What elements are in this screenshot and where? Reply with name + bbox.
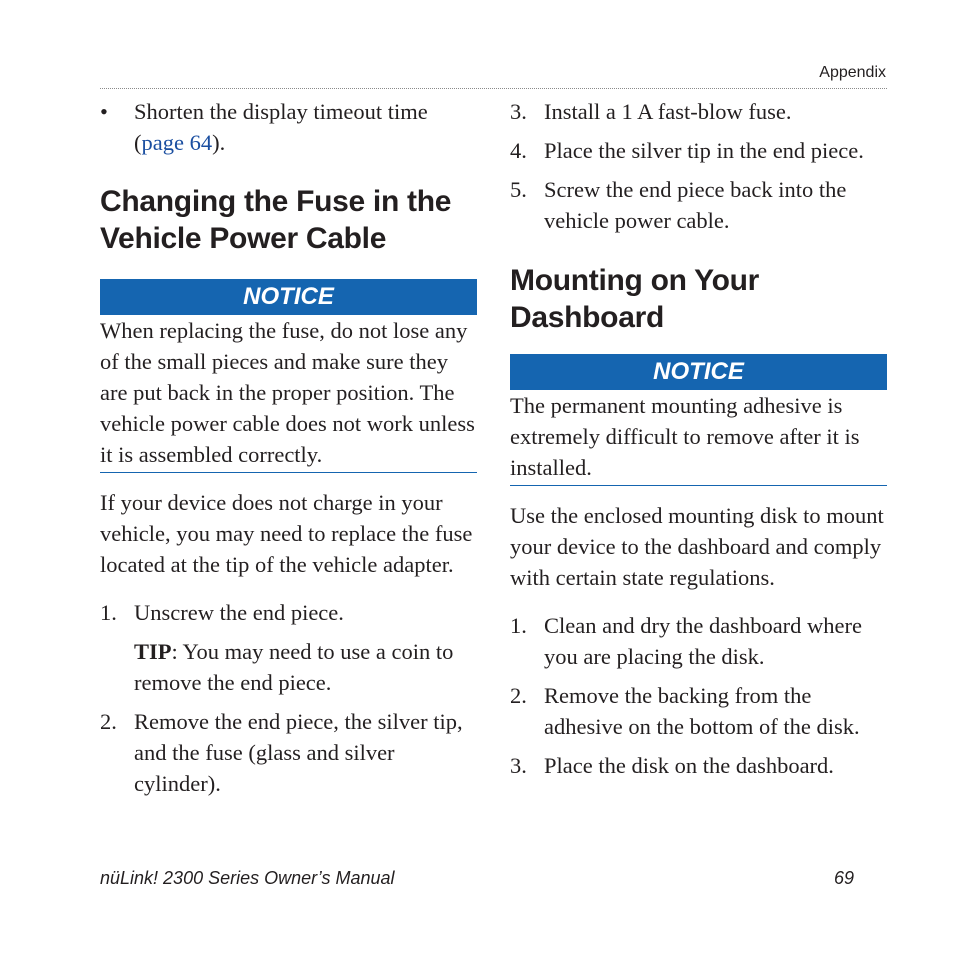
step-number: 1.: [510, 613, 527, 638]
notice-box: [100, 279, 477, 473]
step-number: 2.: [100, 709, 117, 734]
step-number: 2.: [510, 683, 527, 708]
left-column: [100, 96, 477, 799]
list-item: [100, 597, 477, 628]
tip-note: [100, 636, 477, 698]
right-column: [510, 96, 887, 781]
step-text: Remove the end piece, the silver tip, and the fuse (glass and silver cylinder).: [134, 709, 463, 796]
step-text: Screw the end piece back into the vehicle power cable.: [544, 177, 847, 233]
step-text: Unscrew the end piece.: [134, 600, 344, 625]
step-text: Place the disk on the dashboard.: [544, 753, 834, 778]
step-number: 3.: [510, 99, 527, 124]
list-item: [510, 96, 887, 127]
step-text: Install a 1 A fast-blow fuse.: [544, 99, 792, 124]
step-text: Place the silver tip in the end piece.: [544, 138, 864, 163]
notice-text: When replacing the fuse, do not lose any of the small pieces and make sure they are put back in the proper position. The vehicle power cable does not work unless it is assembled correctly.: [100, 315, 477, 473]
header-divider: [100, 88, 887, 89]
step-text: Remove the backing from the adhesive on the bottom of the disk.: [544, 683, 860, 739]
list-item: [510, 610, 887, 672]
list-item: [510, 680, 887, 742]
list-item: [100, 706, 477, 799]
paren-open: (: [134, 130, 142, 155]
step-text: Clean and dry the dashboard where you are placing the disk.: [544, 613, 863, 669]
list-item: [510, 750, 887, 781]
step-number: 5.: [510, 177, 527, 202]
list-item: [510, 135, 887, 166]
page-number: 69: [833, 868, 854, 888]
notice-box: [510, 354, 887, 486]
intro-paragraph: If your device does not charge in your vehicle, you may need to replace the fuse located at the tip of the vehicle adapter.: [100, 490, 473, 577]
bullet-item: [100, 96, 477, 158]
tip-label: TIP: [134, 639, 172, 664]
notice-text: The permanent mounting adhesive is extremely difficult to remove after it is installed.: [510, 390, 887, 486]
notice-label: NOTICE: [510, 354, 887, 390]
tip-text: : You may need to use a coin to remove the end piece.: [134, 639, 454, 695]
intro-paragraph: Use the enclosed mounting disk to mount your device to the dashboard and comply with certain state regulations.: [510, 503, 884, 590]
list-item: [510, 174, 887, 236]
bullet-mark: •: [100, 99, 108, 124]
section-heading-fuse: Changing the Fuse in the Vehicle Power Cable: [100, 185, 452, 255]
paren-close: ).: [212, 130, 226, 155]
step-number: 3.: [510, 753, 527, 778]
section-heading-dashboard: Mounting on Your Dashboard: [510, 264, 760, 334]
bullet-text: Shorten the display timeout time: [134, 99, 428, 124]
section-label: Appendix: [819, 64, 886, 81]
notice-label: NOTICE: [100, 279, 477, 315]
step-number: 4.: [510, 138, 527, 163]
page-link[interactable]: page 64: [141, 130, 213, 155]
manual-title: nüLink! 2300 Series Owner’s Manual: [100, 868, 395, 888]
step-number: 1.: [100, 600, 117, 625]
